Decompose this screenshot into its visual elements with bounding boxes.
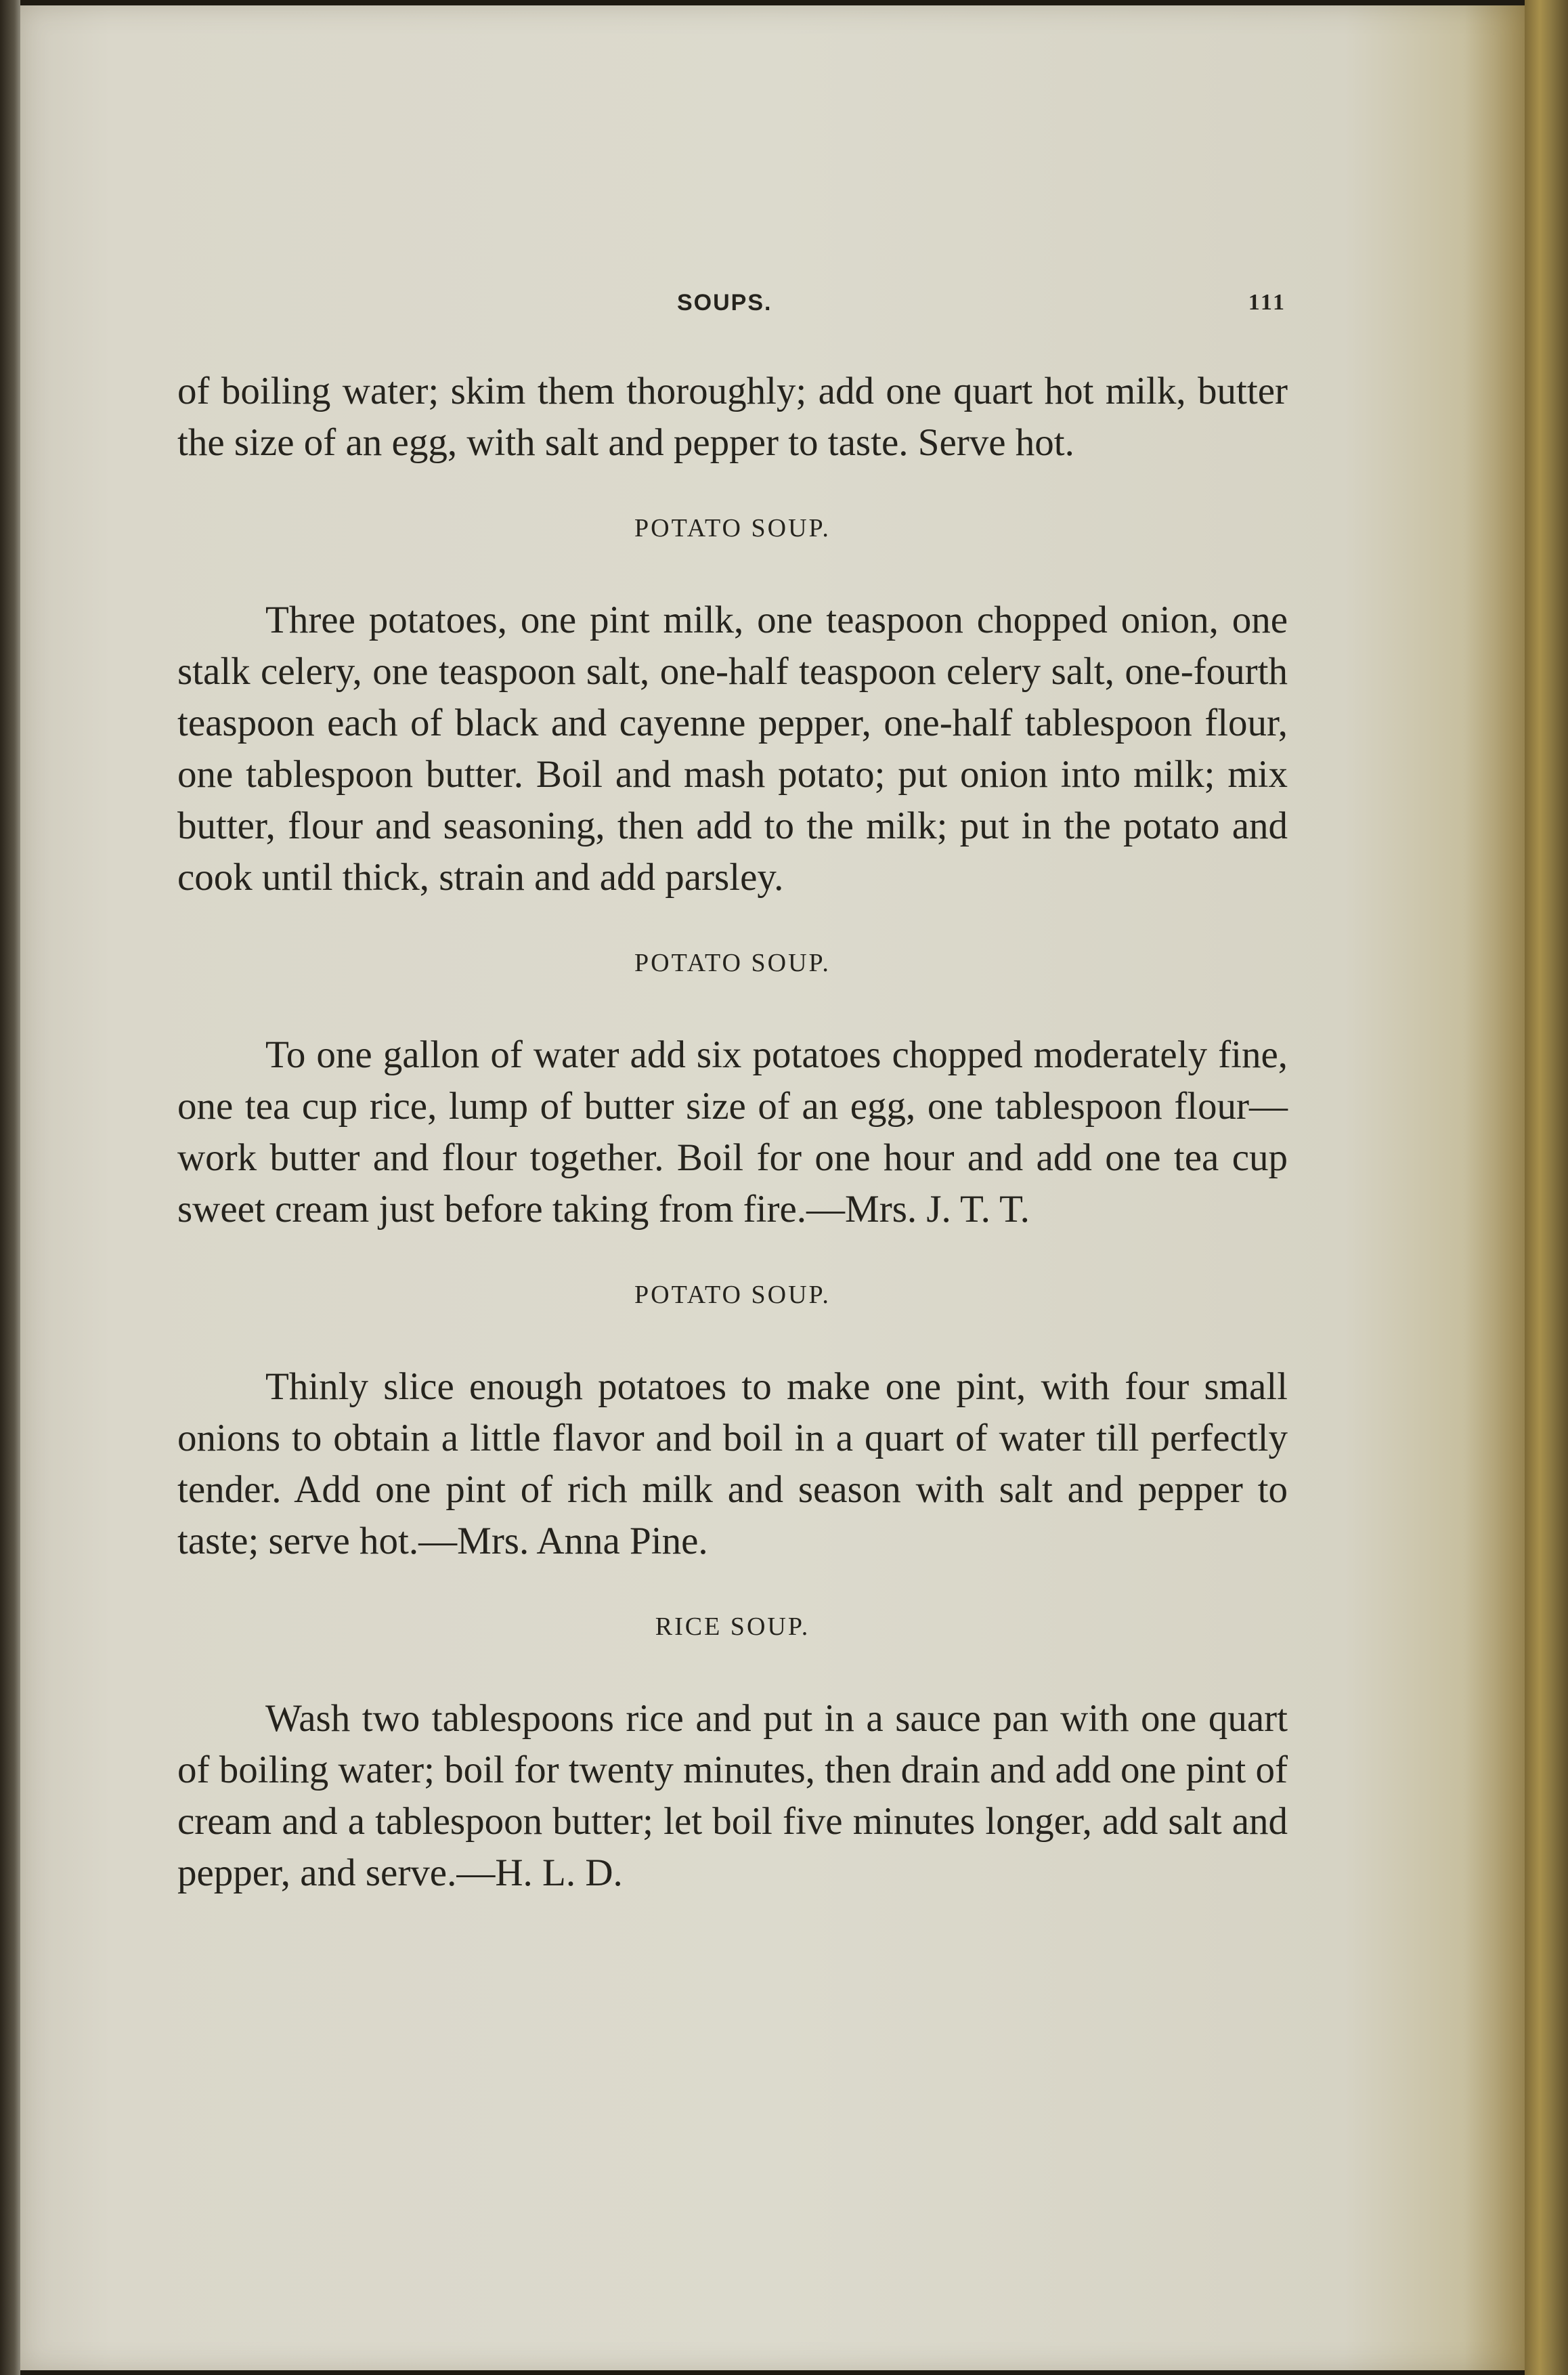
recipe-heading: POTATO SOUP.	[634, 949, 831, 977]
running-title: SOUPS.	[677, 290, 772, 316]
recipe-paragraph: To one gallon of water add six potatoes chopped moderately fine, one tea cup rice, lump of butter size of an egg, one tablespoon flour—work butter and flour together. Boil for one hour and add one tea cup sweet cream just before taking from fire.—Mrs. J. T. T.	[177, 1033, 1288, 1231]
recipe-paragraph: Wash two tablespoons rice and put in a sauce pan with one quart of boiling water; boil for twenty minutes, then drain and add one pint of cream and a tablespoon butter; let boil five minutes longer, add salt and pepper, and serve.—H. L. D.	[177, 1697, 1288, 1894]
binding-shadow	[0, 0, 20, 2375]
recipe-heading: RICE SOUP.	[655, 1612, 810, 1641]
recipe-paragraph: Three potatoes, one pint milk, one teaspoon chopped onion, one stalk celery, one teaspoon salt, one-half teaspoon celery salt, one-fourth teaspoon each of black and cayenne pepper, one-half tablespoon flour, one tablespoon butter. Boil and mash potato; put onion into milk; mix butter, flour and seasoning, then add to the milk; put in the potato and cook until thick, strain and add parsley.	[177, 599, 1288, 899]
gilded-page-edge	[1525, 0, 1568, 2375]
recipe-heading: POTATO SOUP.	[634, 1281, 831, 1309]
continued-paragraph: of boiling water; skim them thoroughly; add one quart hot milk, butter the size of an egg, with salt and pepper to taste. Serve hot.	[177, 370, 1288, 464]
recipe-paragraph: Thinly slice enough potatoes to make one pint, with four small onions to obtain a little flavor and boil in a quart of water till perfectly tender. Add one pint of rich milk and season with salt and pepper to taste; serve hot.—Mrs. Anna Pine.	[177, 1365, 1288, 1562]
recipe-heading: POTATO SOUP.	[634, 514, 831, 542]
page-header	[176, 290, 1286, 330]
page-body	[177, 366, 1288, 1899]
page-number: 111	[1248, 290, 1286, 315]
